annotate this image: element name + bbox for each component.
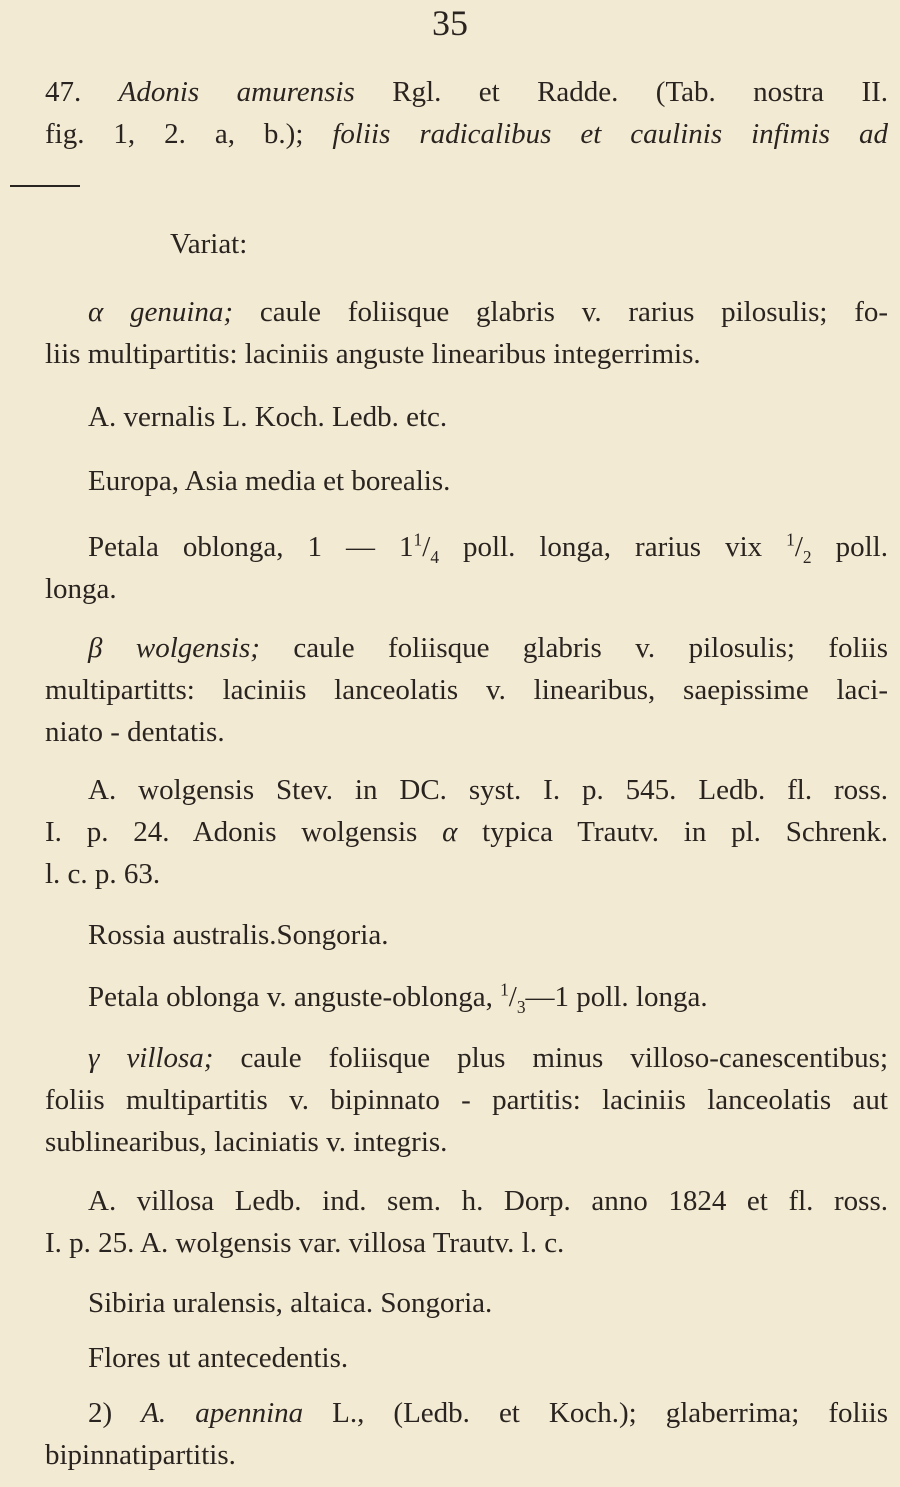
variety-alpha-line-2: liis multipartitis: laciniis anguste linearibus integerrimis. xyxy=(45,338,701,370)
variety-beta-synonym-1: A. wolgensis Stev. in DC. syst. I. p. 545. Ledb. fl. ross. xyxy=(88,774,888,806)
greek-letter-gamma: γ xyxy=(88,1042,100,1074)
greek-letter-alpha: α xyxy=(88,296,104,328)
entry-apennina-line-2: bipinnatipartitis. xyxy=(45,1439,236,1471)
petal-text: —1 poll. longa. xyxy=(525,981,708,1013)
genus-name: Adonis xyxy=(118,76,200,108)
fraction-denominator: 3 xyxy=(516,996,526,1017)
variat-heading: Variat: xyxy=(170,228,248,260)
variety-gamma-line-3: sublinearibus, laciniatis v. integris. xyxy=(45,1126,448,1158)
fraction-denominator: 4 xyxy=(430,546,440,567)
authority-text: Rgl. et Radde. (Tab. nostra II. xyxy=(392,76,889,108)
entry-number: 47. xyxy=(45,76,82,108)
fraction-denominator: 2 xyxy=(802,546,812,567)
variety-alpha-petals: Petala oblonga, 1 — $1^1/_4$ poll. longa, rarius vix $^1/_2$ poll. xyxy=(88,529,888,567)
genus-name: A. xyxy=(141,1397,167,1429)
fraction-numerator: 1 xyxy=(413,529,423,550)
species-name: apennina xyxy=(195,1397,304,1429)
page-number: 35 xyxy=(432,3,468,43)
variety-name: villosa; xyxy=(126,1042,214,1074)
variety-gamma-distribution: Sibiria uralensis, altaica. Songoria. xyxy=(88,1287,493,1319)
variety-alpha-distribution: Europa, Asia media et borealis. xyxy=(88,465,451,497)
variety-alpha-line-1 xyxy=(88,292,888,332)
variety-beta-synonym-2 xyxy=(45,812,888,852)
entry-number: 2) xyxy=(88,1397,113,1429)
species-name: amurensis xyxy=(236,76,355,108)
fraction-numerator: 1 xyxy=(500,979,509,1000)
synonym-text: I. p. 24. Adonis wolgensis xyxy=(45,816,418,848)
variety-gamma-flores: Flores ut antecedentis. xyxy=(88,1342,349,1374)
section-divider xyxy=(10,185,80,187)
entry-heading-line-1 xyxy=(45,72,888,112)
variety-beta-petals: Petala oblonga v. anguste-oblonga, $^1/_3—1$ poll. longa. xyxy=(88,979,708,1017)
variety-name: wolgensis; xyxy=(135,632,260,664)
variety-gamma-synonym-1: A. villosa Ledb. ind. sem. h. Dorp. anno 1824 et fl. ross. xyxy=(88,1185,888,1217)
variety-beta-synonym-3: l. c. p. 63. xyxy=(45,858,161,890)
figure-reference: fig. 1, 2. a, b.); xyxy=(45,118,304,150)
fraction-numerator: 1 xyxy=(786,529,795,550)
petal-text: Petala oblonga v. anguste-oblonga, xyxy=(88,981,493,1013)
variety-name: genuina; xyxy=(130,296,234,328)
variety-beta-line-1 xyxy=(88,628,888,668)
authority-text: L., (Ledb. et Koch.); glaberrima; foliis xyxy=(332,1397,889,1429)
variety-gamma-line-1 xyxy=(88,1038,888,1078)
variety-gamma-synonym-2: I. p. 25. A. wolgensis var. villosa Trautv. l. c. xyxy=(45,1227,565,1259)
variety-gamma-line-2: foliis multipartitis v. bipinnato - partitis: laciniis lanceolatis aut xyxy=(45,1084,888,1116)
petal-text: poll. xyxy=(835,531,888,563)
description-text: caule foliisque plus minus villoso-canescentibus; xyxy=(240,1042,889,1074)
description-text: caule foliisque glabris v. rarius pilosulis; fo- xyxy=(259,296,889,328)
entry-apennina-line-1 xyxy=(88,1393,888,1433)
greek-letter-alpha: α xyxy=(442,816,458,848)
variety-beta-line-3: niato - dentatis. xyxy=(45,716,225,748)
entry-heading-line-2 xyxy=(45,114,888,154)
petal-text: poll. longa, rarius vix xyxy=(463,531,763,563)
diagnosis-italic: foliis radicalibus et caulinis infimis ad xyxy=(332,118,888,150)
description-text: caule foliisque glabris v. pilosulis; foliis xyxy=(293,632,888,664)
variety-beta-distribution: Rossia australis.Songoria. xyxy=(88,919,389,951)
variety-beta-line-2: multipartitts: laciniis lanceolatis v. linearibus, saepissime laci- xyxy=(45,674,888,706)
variety-alpha-petals-line-2: longa. xyxy=(45,573,117,605)
petal-text: Petala oblonga, 1 — 1 xyxy=(88,531,414,563)
greek-letter-beta: β xyxy=(88,632,103,664)
variety-alpha-synonym: A. vernalis L. Koch. Ledb. etc. xyxy=(88,401,448,433)
synonym-text: typica Trautv. in pl. Schrenk. xyxy=(482,816,889,848)
